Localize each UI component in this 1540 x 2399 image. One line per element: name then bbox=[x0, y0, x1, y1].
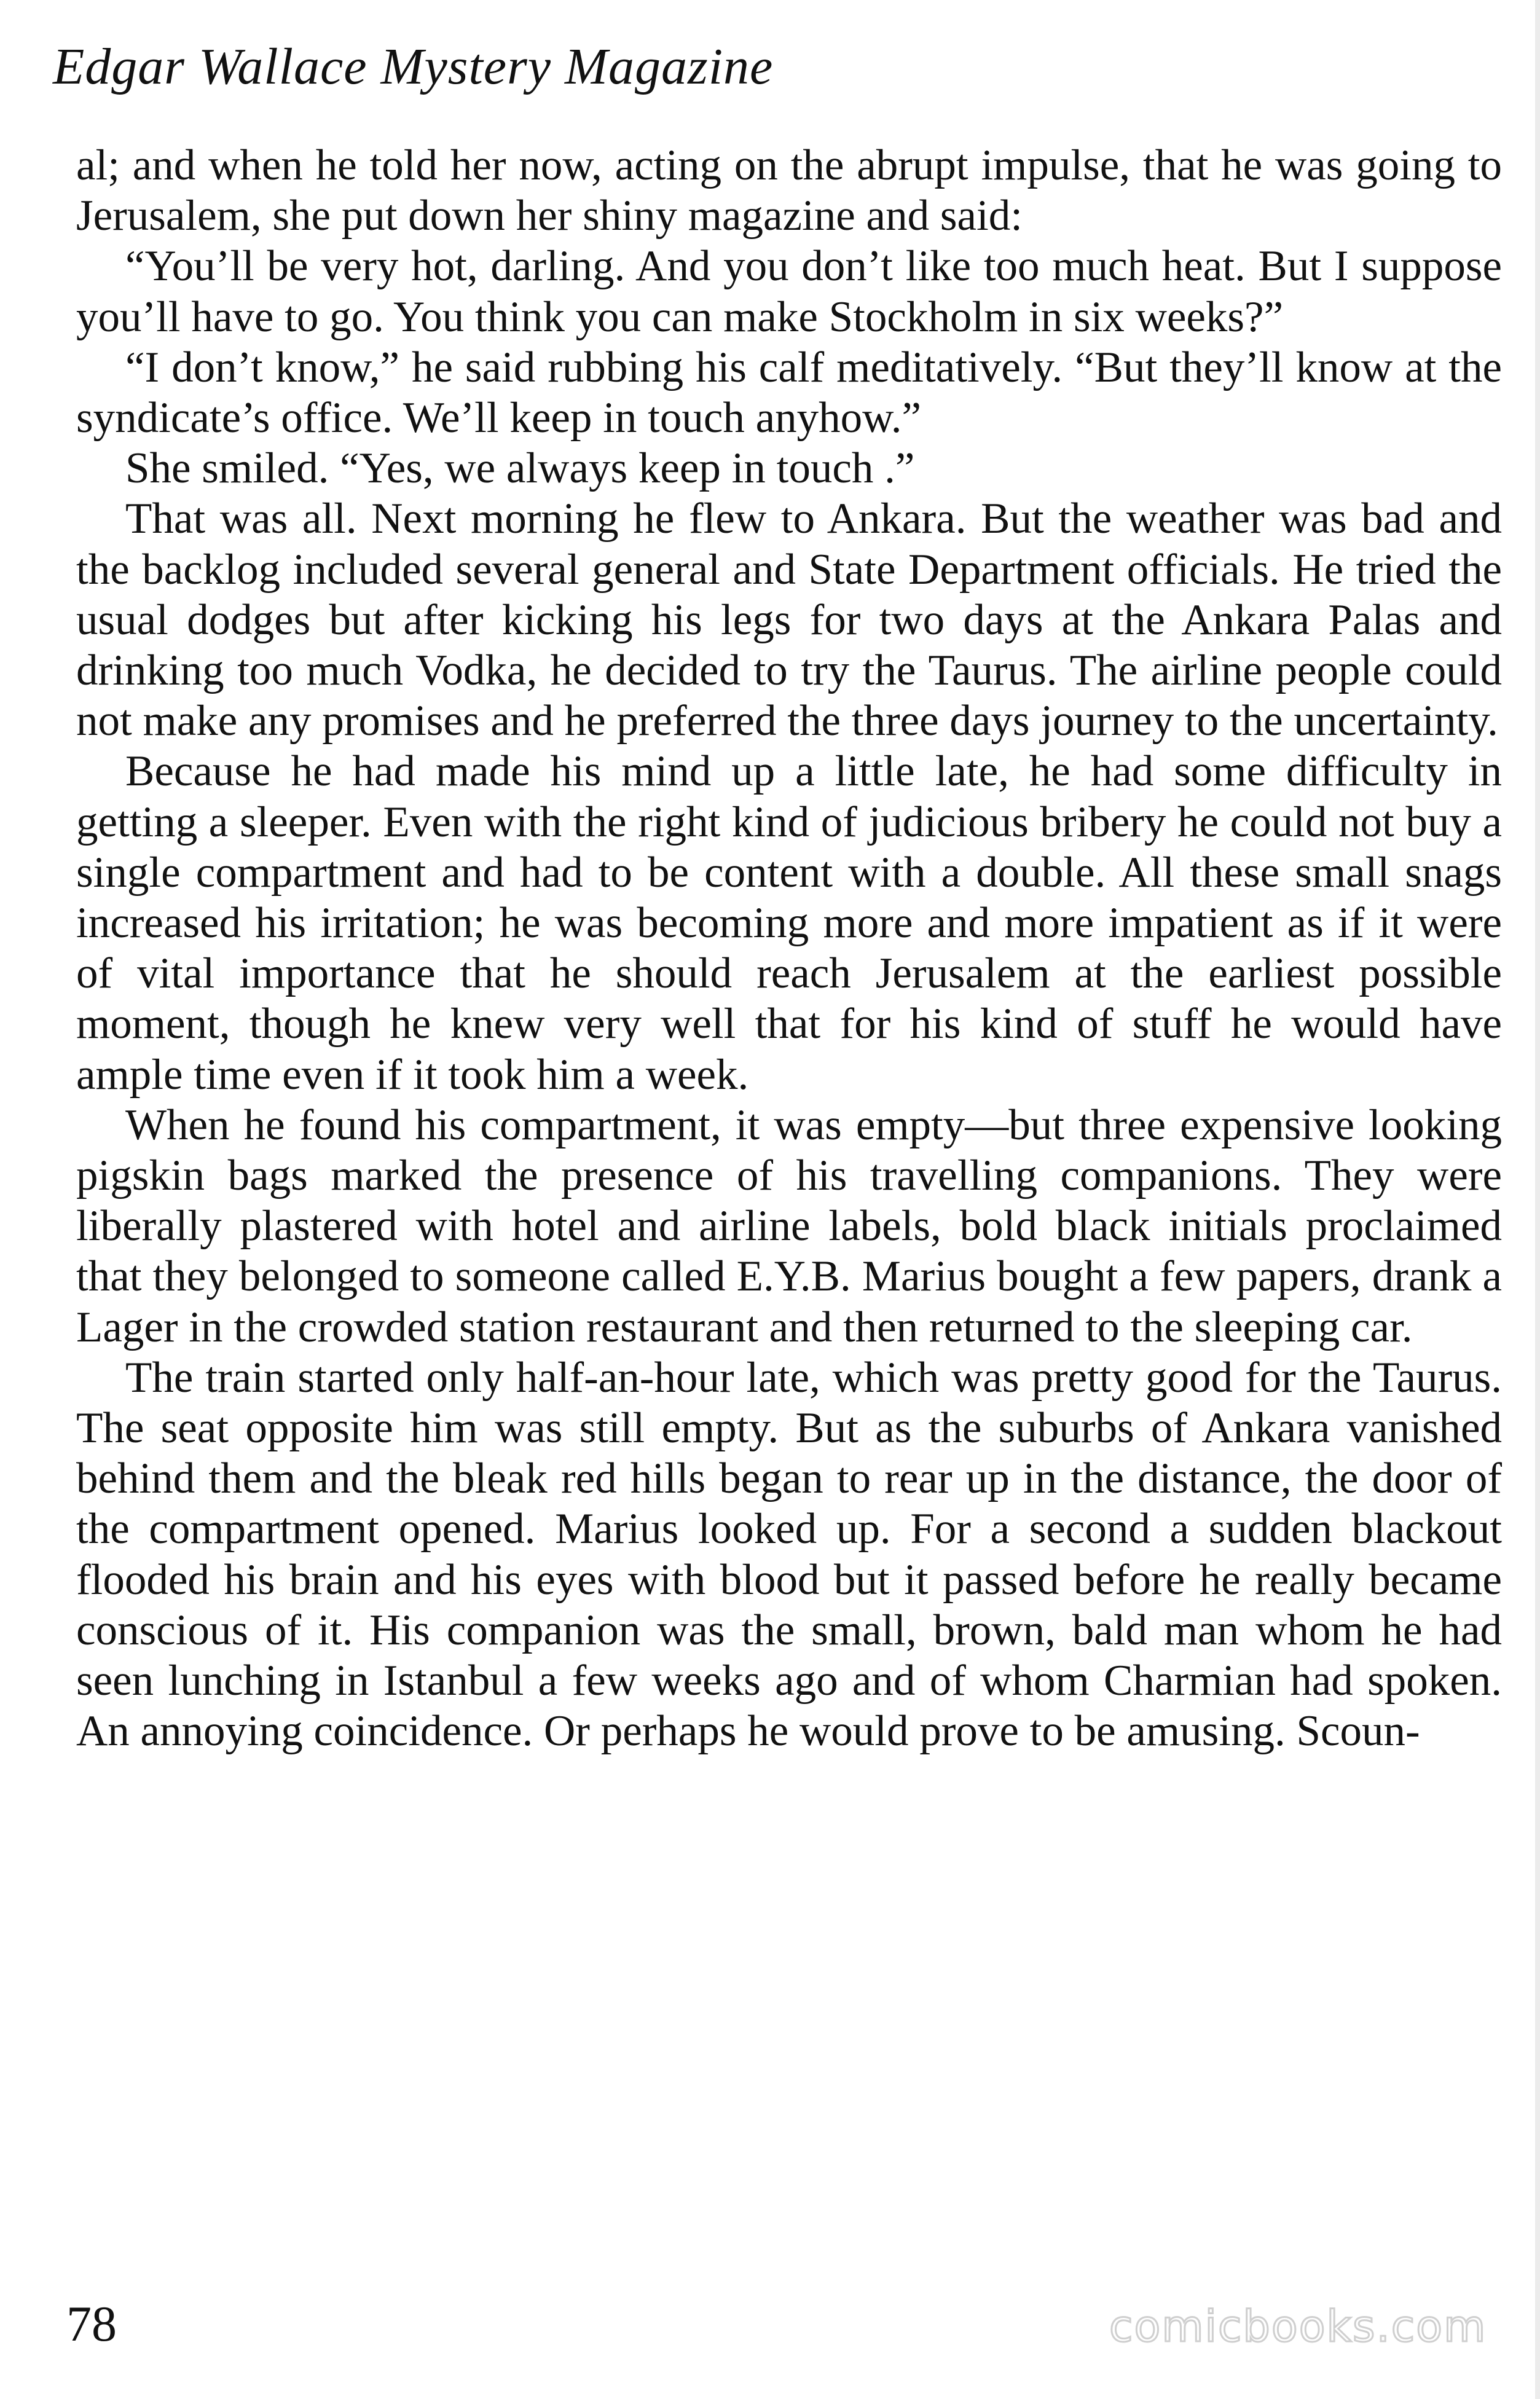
page-edge bbox=[1535, 0, 1540, 2399]
watermark: comicbooks.com bbox=[1109, 2301, 1487, 2352]
paragraph: When he found his compartment, it was empty—but three expensive looking pigskin bags marked the presence of his travelling companions. They were liberally plastered with hotel and airline labels, bold black initials proclaimed that they belonged to someone called E.Y.B. Marius bought a few papers, drank a Lager in the crowded station restaurant and then returned to the sleeping car. bbox=[76, 1101, 1502, 1351]
running-head: Edgar Wallace Mystery Magazine bbox=[53, 38, 774, 95]
paragraph: al; and when he told her now, acting on the abrupt impulse, that he was going to Jerusalem, she put down her shiny magazine and said: bbox=[76, 141, 1502, 240]
paragraph: The train started only half-an-hour late, which was pretty good for the Taurus. The seat opposite him was still empty. But as the suburbs of Ankara vanished behind them and the bleak red hills began to rear up in the distance, the door of the compartment opened. Marius looked up. For a second a sudden blackout flooded his brain and his eyes with blood but it passed before he really became conscious of it. His companion was the small, brown, bald man whom he had seen lunching in Istanbul a few weeks ago and of whom Charmian had spoken. An annoying coincidence. Or perhaps he would prove to be amusing. Scoun- bbox=[76, 1353, 1502, 1756]
paragraph: “I don’t know,” he said rubbing his calf meditatively. “But they’ll know at the syndicate’s office. We’ll keep in touch anyhow.” bbox=[76, 343, 1502, 442]
story-text bbox=[76, 140, 1502, 1757]
paragraph: Because he had made his mind up a little late, he had some difficulty in getting a sleeper. Even with the right kind of judicious bribery he could not buy a single compartment and had to be content with a double. All these small snags increased his irritation; he was becoming more and more impatient as if it were of vital importance that he should reach Jerusalem at the earliest possible moment, though he knew very well that for his kind of stuff he would have ample time even if it took him a week. bbox=[76, 747, 1502, 1099]
paragraph: She smiled. “Yes, we always keep in touch .” bbox=[125, 444, 915, 493]
paragraph: That was all. Next morning he flew to Ankara. But the weather was bad and the backlog included several general and State Department officials. He tried the usual dodges but after kicking his legs for two days at the Ankara Palas and drinking too much Vodka, he decided to try the Taurus. The airline people could not make any promises and he preferred the three days journey to the uncertainty. bbox=[76, 495, 1502, 745]
page-number: 78 bbox=[66, 2296, 117, 2352]
paragraph: “You’ll be very hot, darling. And you don’t like too much heat. But I suppose you’ll have to go. You think you can make Stockholm in six weeks?” bbox=[76, 242, 1502, 341]
